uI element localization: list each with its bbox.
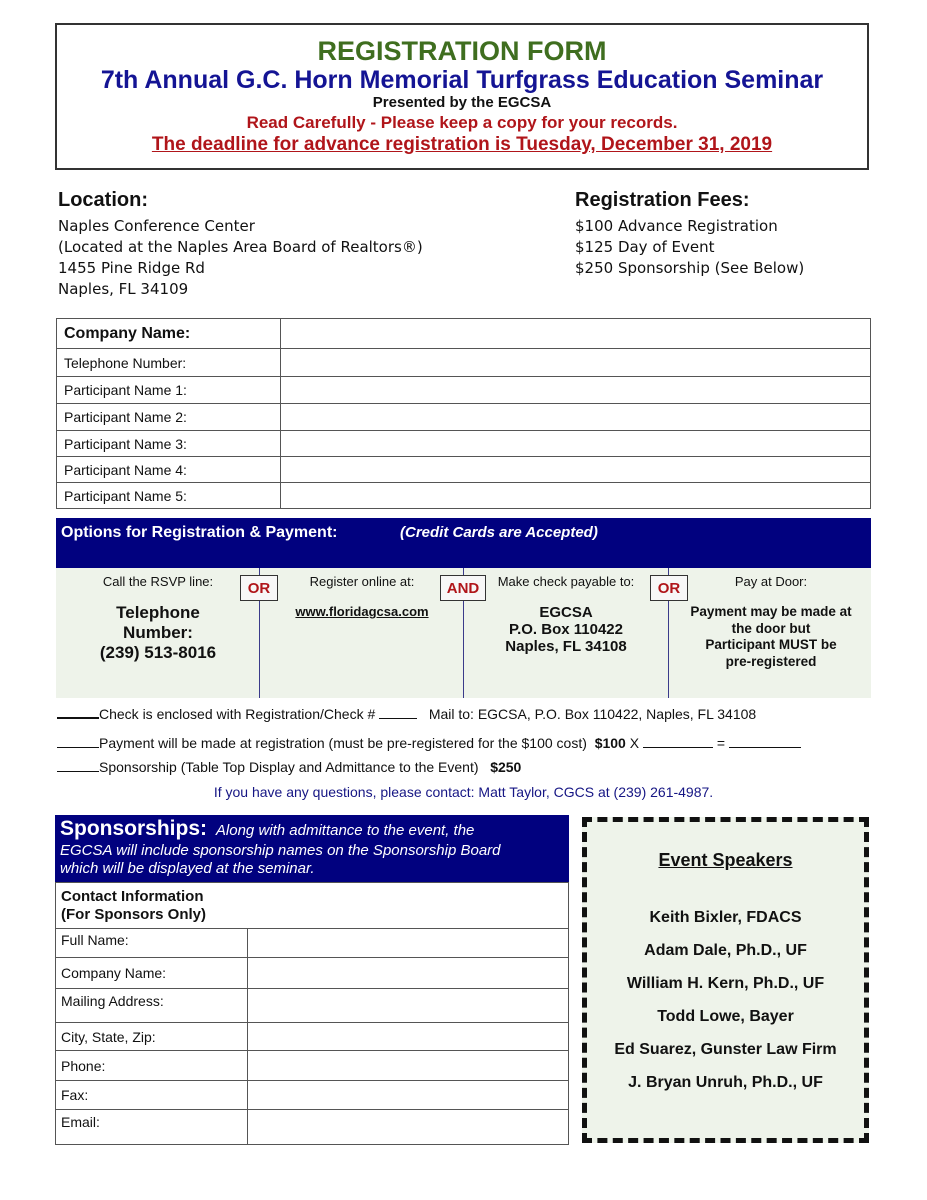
contact-info: If you have any questions, please contact: Matt Taylor, CGCS at (239) 261-4987.	[213, 784, 714, 800]
table-row	[57, 377, 871, 404]
table-row	[56, 1051, 569, 1081]
sponsor-company-label: Company Name:	[56, 958, 248, 989]
sponsorship-price: $250	[490, 759, 522, 775]
fee-line: $100 Advance Registration	[575, 217, 778, 235]
location-line: 1455 Pine Ridge Rd	[58, 259, 205, 277]
register-online-link[interactable]: www.floridagcsa.com	[295, 604, 429, 619]
payment-options-header	[56, 518, 871, 568]
sponsorships-title: Sponsorships:	[60, 817, 208, 840]
telephone-label: Telephone Number:	[57, 349, 281, 377]
participant-4-field[interactable]	[281, 457, 871, 483]
sponsorships-desc: EGCSA will include sponsorship names on the Sponsorship Board	[60, 842, 501, 859]
city-state-zip-label: City, State, Zip:	[56, 1023, 248, 1051]
check-enclosed-line	[57, 705, 756, 722]
mailing-address-label: Mailing Address:	[56, 989, 248, 1023]
credit-cards-note: (Credit Cards are Accepted)	[400, 524, 598, 541]
telephone-field[interactable]	[281, 349, 871, 377]
table-row	[57, 483, 871, 509]
rsvp-caption: Call the RSVP line:	[102, 574, 214, 589]
fax-field[interactable]	[248, 1081, 569, 1110]
sponsor-contact-section	[55, 882, 569, 1145]
fax-label: Fax:	[56, 1081, 248, 1110]
rsvp-phone-number[interactable]: (239) 513-8016	[99, 643, 217, 662]
registration-price: $100	[594, 735, 626, 751]
pay-at-registration-checkbox[interactable]	[57, 735, 99, 748]
rsvp-phone-block	[58, 603, 258, 663]
rsvp-line: Number:	[123, 623, 193, 642]
table-row	[56, 1110, 569, 1145]
form-header	[55, 23, 869, 170]
event-speakers-title: Event Speakers	[658, 850, 793, 870]
table-row	[57, 319, 871, 349]
speaker-item: Ed Suarez, Gunster Law Firm	[614, 1041, 837, 1058]
sponsor-contact-heading	[55, 882, 569, 928]
rsvp-line: Telephone	[116, 603, 200, 622]
sponsors-only-note: (For Sponsors Only)	[61, 906, 207, 923]
table-row	[57, 404, 871, 431]
city-state-zip-field[interactable]	[248, 1023, 569, 1051]
door-line: Participant MUST be	[705, 637, 837, 652]
sponsorships-header	[55, 815, 569, 882]
speaker-item: Adam Dale, Ph.D., UF	[644, 942, 807, 959]
registration-table	[56, 318, 871, 509]
speaker-list	[587, 901, 864, 1099]
or-connector: OR	[240, 575, 278, 601]
table-row	[56, 1023, 569, 1051]
payee-line: P.O. Box 110422	[509, 621, 623, 638]
presented-by: Presented by the EGCSA	[372, 94, 552, 111]
location-line: Naples, FL 34109	[58, 280, 189, 298]
multiply-sign: X	[629, 735, 640, 751]
company-name-label: Company Name:	[57, 319, 281, 349]
location-line: (Located at the Naples Area Board of Realtors®)	[58, 238, 423, 256]
door-payment-block	[671, 604, 871, 670]
form-title: REGISTRATION FORM	[317, 36, 607, 66]
equals-sign: =	[716, 735, 726, 751]
read-carefully-notice: Read Carefully - Please keep a copy for your records.	[246, 113, 678, 132]
table-row	[57, 431, 871, 457]
contact-info-title: Contact Information	[61, 888, 204, 905]
check-enclosed-text: Check is enclosed with Registration/Check #	[99, 706, 376, 722]
mailing-address-field[interactable]	[248, 989, 569, 1023]
check-number-field[interactable]	[379, 706, 417, 719]
quantity-field[interactable]	[643, 735, 713, 748]
sponsorships-desc: which will be displayed at the seminar.	[60, 860, 315, 877]
table-row	[56, 989, 569, 1023]
speaker-item: J. Bryan Unruh, Ph.D., UF	[628, 1074, 823, 1091]
participant-4-label: Participant Name 4:	[57, 457, 281, 483]
mail-to-address: Mail to: EGCSA, P.O. Box 110422, Naples, FL 34108	[428, 706, 757, 722]
speaker-item: Keith Bixler, FDACS	[649, 909, 802, 926]
table-row	[57, 349, 871, 377]
participant-1-label: Participant Name 1:	[57, 377, 281, 404]
participant-2-field[interactable]	[281, 404, 871, 431]
table-row	[57, 457, 871, 483]
speaker-item: Todd Lowe, Bayer	[657, 1008, 794, 1025]
payment-options-title: Options for Registration & Payment:	[61, 524, 338, 541]
pay-at-registration-line	[57, 735, 801, 751]
location-section	[58, 189, 423, 300]
fee-line: $250 Sponsorship (See Below)	[575, 259, 805, 277]
deadline-notice: The deadline for advance registration is Tuesday, December 31, 2019	[151, 134, 773, 155]
email-field[interactable]	[248, 1110, 569, 1145]
phone-label: Phone:	[56, 1051, 248, 1081]
sponsorships-desc: Along with admittance to the event, the	[215, 822, 475, 839]
online-caption: Register online at:	[309, 574, 415, 589]
participant-5-label: Participant Name 5:	[57, 483, 281, 509]
door-line: pre-registered	[725, 653, 817, 669]
and-connector: AND	[440, 575, 486, 601]
fee-line: $125 Day of Event	[575, 238, 715, 256]
event-title: 7th Annual G.C. Horn Memorial Turfgrass Education Seminar	[100, 66, 824, 94]
participant-3-label: Participant Name 3:	[57, 431, 281, 457]
fees-title: Registration Fees:	[575, 189, 750, 211]
door-caption: Pay at Door:	[734, 574, 808, 589]
table-row	[56, 929, 569, 958]
full-name-label: Full Name:	[56, 929, 248, 958]
location-title: Location:	[58, 189, 148, 211]
or-connector: OR	[650, 575, 688, 601]
sponsorship-checkbox[interactable]	[57, 759, 99, 772]
door-line: the door but	[731, 620, 811, 636]
location-line: Naples Conference Center	[58, 217, 255, 235]
check-enclosed-checkbox[interactable]	[57, 705, 99, 719]
participant-3-field[interactable]	[281, 431, 871, 457]
participant-5-field[interactable]	[281, 483, 871, 509]
sponsorship-text: Sponsorship (Table Top Display and Admittance to the Event)	[99, 759, 479, 775]
speaker-item: William H. Kern, Ph.D., UF	[626, 975, 825, 992]
sponsorship-line	[57, 759, 521, 775]
pay-at-registration-text: Payment will be made at registration (must be pre-registered for the $100 cost)	[99, 735, 587, 751]
sponsor-table	[55, 928, 569, 1145]
door-line: Payment may be made at	[690, 604, 852, 619]
company-name-field[interactable]	[281, 319, 871, 349]
check-payee-block	[466, 604, 666, 655]
total-field[interactable]	[729, 735, 801, 748]
table-row	[56, 1081, 569, 1110]
table-row	[56, 958, 569, 989]
check-caption: Make check payable to:	[497, 574, 635, 589]
participant-2-label: Participant Name 2:	[57, 404, 281, 431]
participant-1-field[interactable]	[281, 377, 871, 404]
phone-field[interactable]	[248, 1051, 569, 1081]
event-speakers-box	[582, 817, 869, 1143]
payee-line: Naples, FL 34108	[505, 638, 627, 655]
fees-section	[575, 189, 804, 279]
sponsor-company-field[interactable]	[248, 958, 569, 989]
full-name-field[interactable]	[248, 929, 569, 958]
email-label: Email:	[56, 1110, 248, 1145]
payee-line: EGCSA	[539, 604, 593, 621]
